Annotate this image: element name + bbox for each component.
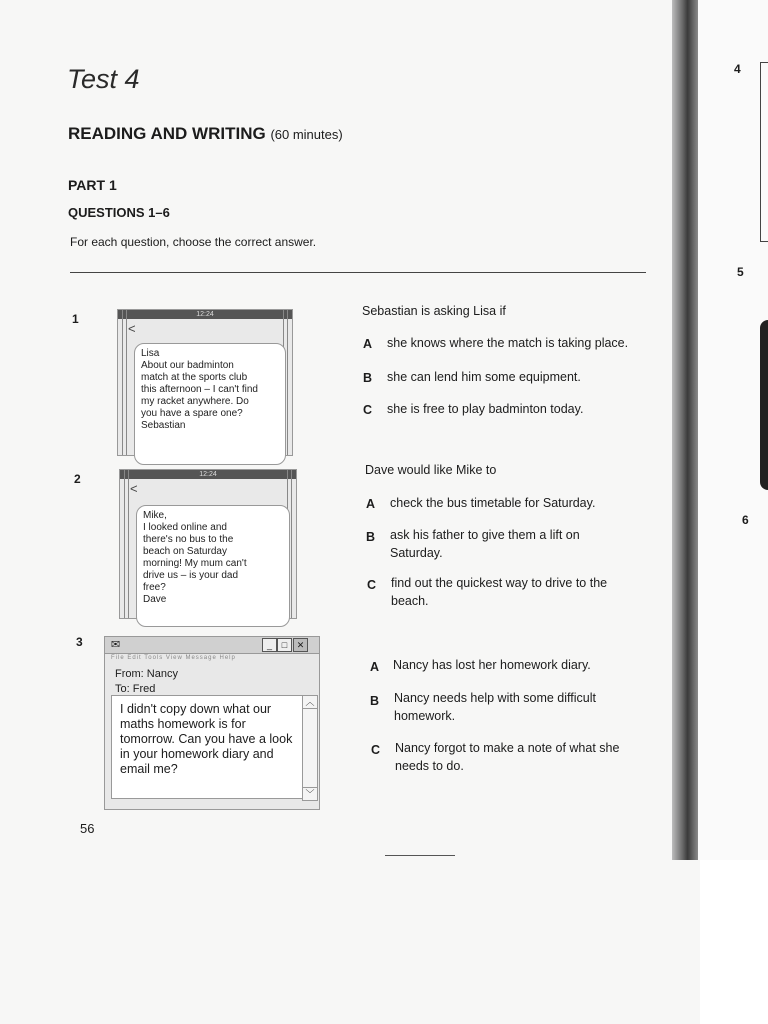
option-letter: B — [370, 694, 380, 708]
option-letter: C — [367, 578, 377, 592]
email-from: From: Nancy — [115, 668, 178, 680]
message-line: I looked online and — [143, 522, 227, 533]
facing-question-number: 6 — [742, 513, 749, 527]
section-title: READING AND WRITING — [68, 124, 266, 143]
test-title: Test 4 — [67, 64, 140, 94]
instructions: For each question, choose the correct answer. — [70, 235, 317, 249]
message-line: morning! My mum can't — [143, 558, 247, 569]
email-window — [104, 636, 320, 810]
option-letter: A — [366, 497, 376, 511]
facing-figure — [760, 320, 768, 490]
facing-page — [698, 0, 768, 860]
message-line: beach on Saturday — [143, 546, 227, 557]
scroll-up-icon[interactable]: ︿ — [303, 696, 317, 709]
part-heading: PART 1 — [68, 177, 117, 193]
option-text[interactable]: check the bus timetable for Saturday. — [390, 496, 596, 510]
book-spine — [672, 0, 698, 860]
facing-box — [760, 62, 768, 242]
option-text[interactable]: ask his father to give them a lift on Saturday. — [390, 528, 580, 560]
question-number: 1 — [72, 312, 79, 326]
section-heading — [68, 124, 343, 144]
maximize-icon[interactable]: □ — [277, 638, 292, 652]
message-line: free? — [143, 582, 166, 593]
section-time: (60 minutes) — [270, 127, 343, 142]
option-letter: A — [370, 660, 380, 674]
message-line: Lisa — [141, 348, 160, 359]
close-icon[interactable]: ✕ — [293, 638, 308, 652]
question-number: 2 — [74, 472, 81, 486]
back-arrow-icon: < — [128, 321, 136, 336]
option-letter: B — [363, 371, 373, 385]
email-body: I didn't copy down what our maths homework is for tomorrow. Can you have a look in your homework diary and email me? — [111, 695, 303, 799]
envelope-icon: ✉ — [111, 639, 121, 651]
message-bubble — [134, 343, 286, 465]
message-line: you have a spare one? — [141, 408, 243, 419]
facing-question-number: 5 — [737, 265, 744, 279]
email-to: To: Fred — [115, 683, 156, 695]
message-line: Mike, — [143, 510, 167, 521]
scroll-down-icon[interactable]: ﹀ — [303, 787, 317, 800]
message-line: drive us – is your dad — [143, 570, 239, 581]
option-text[interactable]: Nancy needs help with some difficult homework. — [394, 691, 596, 723]
facing-question-number: 4 — [734, 62, 741, 76]
message-line: Dave — [143, 594, 167, 605]
scrollbar[interactable] — [302, 695, 318, 801]
option-text[interactable]: Nancy forgot to make a note of what she needs to do. — [395, 741, 620, 773]
phone-edge — [122, 310, 127, 455]
question-number: 3 — [76, 635, 83, 649]
option-letter: C — [363, 403, 373, 417]
title-bar — [105, 637, 319, 654]
message-line: match at the sports club — [141, 372, 248, 383]
status-bar: 12:24 — [120, 470, 296, 479]
message-line: About our badminton — [141, 360, 234, 371]
option-text[interactable]: she can lend him some equipment. — [387, 370, 581, 384]
option-letter: B — [366, 530, 376, 544]
phone-edge — [124, 470, 129, 618]
message-line: my racket anywhere. Do — [141, 396, 249, 407]
message-line: there's no bus to the — [143, 534, 234, 545]
option-text[interactable]: she knows where the match is taking place. — [387, 336, 629, 350]
phone-screen — [119, 469, 297, 619]
phone-screen — [117, 309, 293, 456]
minimize-icon[interactable]: _ — [262, 638, 277, 652]
option-text[interactable]: Nancy has lost her homework diary. — [393, 658, 591, 672]
message-line: Sebastian — [141, 420, 186, 431]
message-line: this afternoon – I can't find — [141, 384, 258, 395]
option-text[interactable]: she is free to play badminton today. — [387, 402, 584, 416]
message-bubble — [136, 505, 290, 627]
question-stem: Dave would like Mike to — [365, 463, 497, 477]
option-text[interactable]: find out the quickest way to drive to the beach. — [391, 576, 608, 608]
back-arrow-icon: < — [130, 481, 138, 496]
option-letter: C — [371, 743, 381, 757]
status-bar: 12:24 — [118, 310, 292, 319]
option-letter: A — [363, 337, 373, 351]
divider — [70, 272, 646, 273]
footer-mark — [385, 855, 455, 856]
menu-bar[interactable]: File Edit Tools View Message Help — [111, 655, 236, 661]
page-number: 56 — [80, 821, 95, 836]
questions-heading: QUESTIONS 1–6 — [68, 205, 170, 220]
question-stem: Sebastian is asking Lisa if — [362, 304, 506, 318]
